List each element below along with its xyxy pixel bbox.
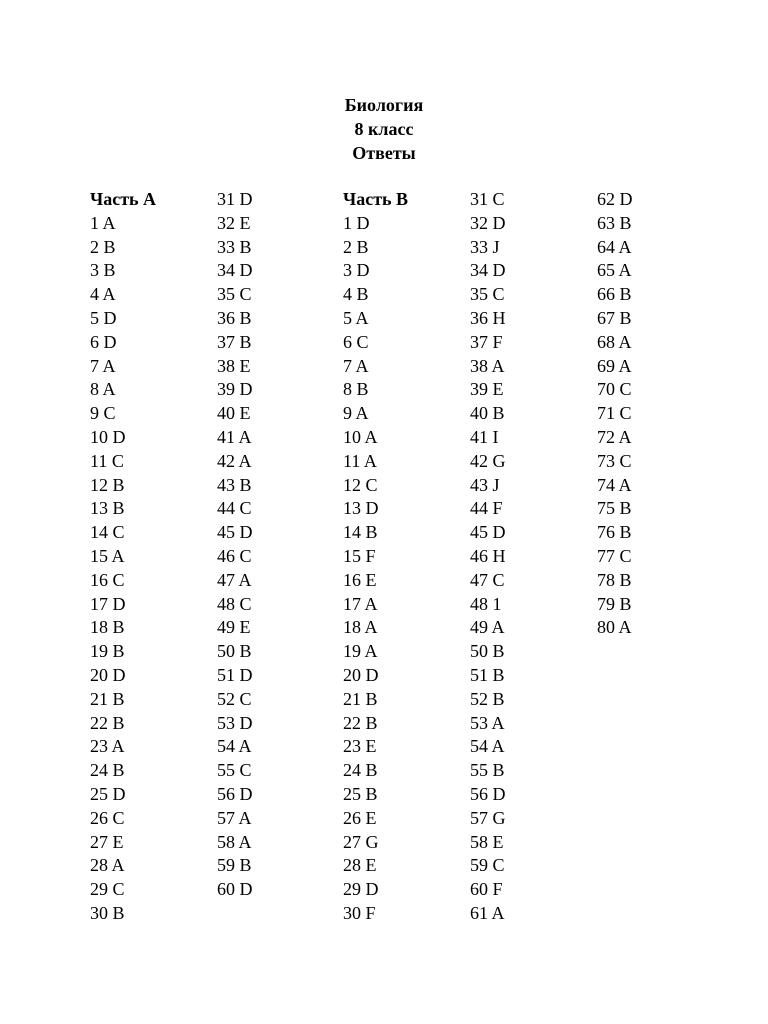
answer-item: 38 A [470,355,505,376]
answer-item: 35 C [470,284,505,305]
answer-item: 52 C [217,688,252,709]
answer-item: 51 D [217,664,253,685]
answer-item: 46 H [470,545,506,566]
answer-item: 78 B [597,569,632,590]
answer-item: 25 D [90,783,126,804]
answer-item: 27 G [343,831,379,852]
answer-item: 42 A [217,450,252,471]
answer-item: 6 D [90,331,117,352]
answer-item: 1 D [343,212,370,233]
answer-item: 5 D [90,307,117,328]
answer-item: 14 C [90,522,125,543]
answer-column-part-b-1 [343,188,408,926]
answer-item: 15 F [343,545,376,566]
answer-item: 11 C [90,450,124,471]
answer-item: 45 D [217,522,253,543]
answer-item: 32 D [470,212,506,233]
answer-item: 67 B [597,307,632,328]
answer-item: 13 D [343,498,379,519]
answer-item: 72 A [597,426,632,447]
answer-item: 46 C [217,545,252,566]
answer-column-part-a-1 [90,188,156,926]
answer-item: 24 B [90,760,125,781]
answer-item: 12 B [90,474,125,495]
part-a-heading: Часть A [90,189,157,209]
answer-item: 48 C [217,593,252,614]
answer-item: 21 B [343,688,378,709]
answer-item: 29 C [90,879,125,900]
answer-item: 7 A [90,355,116,376]
answer-item: 33 J [470,236,500,257]
answer-item: 24 B [343,760,378,781]
answer-item: 60 F [470,879,503,900]
answer-item: 34 D [217,260,253,281]
answers-title: Ответы [352,143,416,163]
answer-item: 68 A [597,331,632,352]
answer-item: 55 C [217,760,252,781]
answer-item: 10 A [343,426,378,447]
answer-item: 64 A [597,236,632,257]
answer-item: 5 A [343,307,369,328]
answer-item: 36 B [217,307,252,328]
answer-item: 4 B [343,284,369,305]
answer-item: 9 C [90,403,116,424]
answer-item: 49 E [217,617,251,638]
answer-item: 20 D [90,664,126,685]
answer-item: 4 A [90,284,116,305]
answer-item: 44 C [217,498,252,519]
answer-item: 57 G [470,807,506,828]
answer-item: 40 E [217,403,251,424]
answer-item: 17 A [343,593,378,614]
answer-item: 20 D [343,664,379,685]
document-title-block [0,93,768,165]
answer-item: 80 A [597,617,632,638]
answer-item: 19 A [343,641,378,662]
answer-item: 23 A [90,736,125,757]
answer-item: 42 G [470,450,506,471]
answer-item: 13 B [90,498,125,519]
answer-item: 7 A [343,355,369,376]
answer-item: 26 E [343,807,377,828]
answer-item: 54 A [217,736,252,757]
answer-item: 35 C [217,284,252,305]
answer-item: 65 A [597,260,632,281]
answer-item: 55 B [470,760,505,781]
answer-item: 31 D [217,189,253,209]
answer-item: 37 B [217,331,252,352]
answer-item: 50 B [217,641,252,662]
answer-item: 70 C [597,379,632,400]
answer-item: 8 A [90,379,116,400]
answer-item: 22 B [343,712,378,733]
answer-item: 73 C [597,450,632,471]
answer-item: 71 C [597,403,632,424]
answer-item: 43 B [217,474,252,495]
answer-item: 18 B [90,617,125,638]
answer-item: 39 D [217,379,253,400]
answer-item: 51 B [470,664,505,685]
answer-item: 61 A [470,902,505,923]
answer-item: 48 1 [470,593,502,614]
answer-item: 50 B [470,641,505,662]
answer-item: 16 C [90,569,125,590]
answer-item: 40 B [470,403,505,424]
answer-item: 47 C [470,569,505,590]
answer-item: 26 C [90,807,125,828]
answer-item: 27 E [90,831,124,852]
answer-item: 28 E [343,855,377,876]
answer-item: 79 B [597,593,632,614]
answer-item: 53 D [217,712,253,733]
answer-item: 6 C [343,331,369,352]
answer-column-part-b-3 [597,188,633,640]
answer-item: 30 B [90,902,125,923]
answer-item: 3 D [343,260,370,281]
answer-item: 2 B [90,236,116,257]
answer-item: 77 C [597,545,632,566]
subject-title: Биология [344,95,424,115]
answer-item: 17 D [90,593,126,614]
answer-item: 41 A [217,426,252,447]
answer-item: 31 C [470,189,505,209]
answer-item: 60 D [217,879,253,900]
answer-column-part-a-2 [217,188,253,902]
answer-item: 74 A [597,474,632,495]
part-b-heading: Часть B [343,189,409,209]
answer-item: 59 C [470,855,505,876]
answer-item: 59 B [217,855,252,876]
answer-item: 30 F [343,902,376,923]
grade-title: 8 класс [354,119,414,139]
answer-item: 75 B [597,498,632,519]
answer-item: 11 A [343,450,377,471]
answer-item: 14 B [343,522,378,543]
answer-item: 44 F [470,498,503,519]
answer-item: 47 A [217,569,252,590]
answer-item: 2 B [343,236,369,257]
answer-item: 16 E [343,569,377,590]
answer-item: 28 A [90,855,125,876]
answer-item: 53 A [470,712,505,733]
answer-item: 43 J [470,474,500,495]
answer-item: 15 A [90,545,125,566]
answer-item: 23 E [343,736,377,757]
answer-item: 66 B [597,284,632,305]
answer-column-part-b-2 [470,188,506,926]
answer-item: 36 H [470,307,506,328]
answer-item: 56 D [470,783,506,804]
answer-item: 45 D [470,522,506,543]
answer-item: 21 B [90,688,125,709]
answer-item: 25 B [343,783,378,804]
answer-item: 54 A [470,736,505,757]
answer-item: 58 E [470,831,504,852]
answer-item: 32 E [217,212,251,233]
answer-item: 62 D [597,189,633,209]
answer-item: 52 B [470,688,505,709]
answer-item: 19 B [90,641,125,662]
answer-item: 39 E [470,379,504,400]
answer-item: 33 B [217,236,252,257]
answer-item: 63 B [597,212,632,233]
answer-item: 9 A [343,403,369,424]
answer-item: 12 C [343,474,378,495]
answer-item: 57 A [217,807,252,828]
answer-item: 22 B [90,712,125,733]
answer-item: 37 F [470,331,503,352]
answer-item: 76 B [597,522,632,543]
answer-item: 34 D [470,260,506,281]
answer-item: 56 D [217,783,253,804]
answer-item: 69 A [597,355,632,376]
answer-item: 8 B [343,379,369,400]
answer-item: 29 D [343,879,379,900]
answer-item: 3 B [90,260,116,281]
answer-columns [0,188,768,948]
answer-item: 58 A [217,831,252,852]
answer-item: 38 E [217,355,251,376]
answer-item: 10 D [90,426,126,447]
answer-item: 1 A [90,212,116,233]
answer-item: 41 I [470,426,499,447]
answer-item: 18 A [343,617,378,638]
answer-item: 49 A [470,617,505,638]
